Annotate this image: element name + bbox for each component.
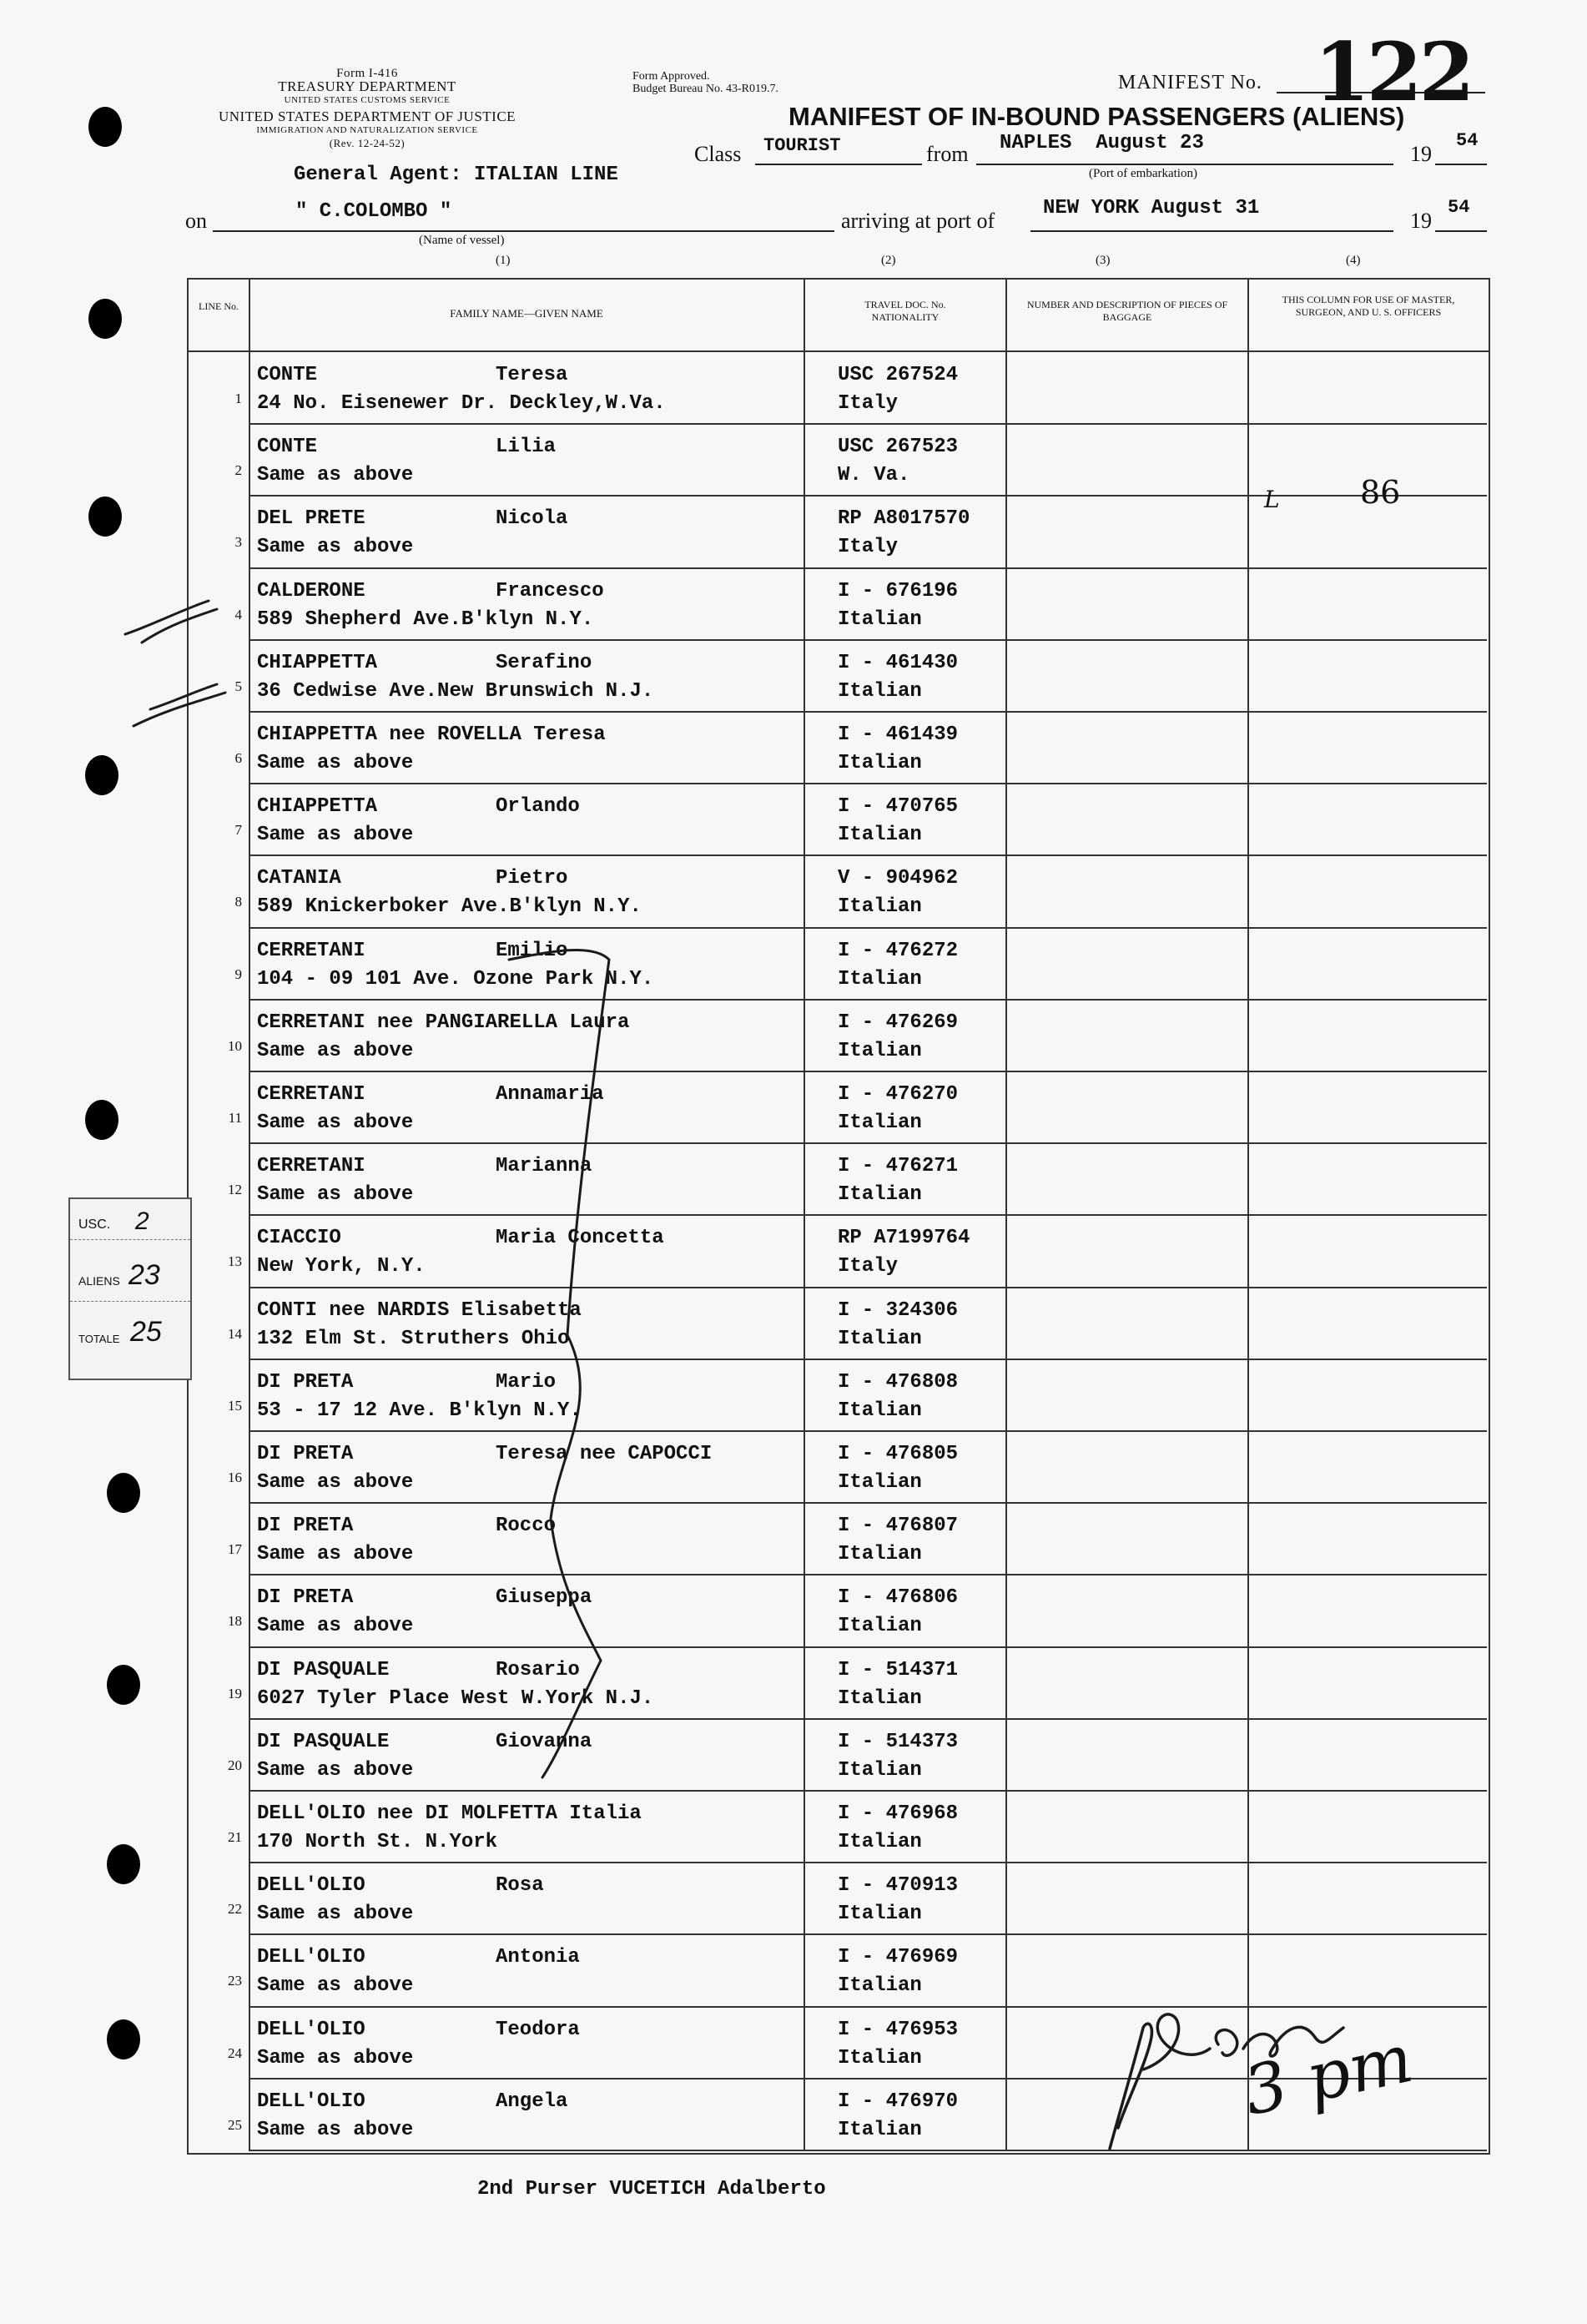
header-doc: TRAVEL DOC. No. NATIONALITY [864,299,946,323]
nationality: Italian [838,1831,922,1853]
travel-doc: RP A8017570 [838,507,970,531]
passenger-count-stamp [68,1197,192,1380]
punch-hole [85,1100,118,1140]
travel-doc: USC 267523 [838,436,959,459]
table-row [187,640,1489,712]
stamp-aliens-value: 23 [128,1259,160,1291]
address: Same as above [257,752,414,774]
line-number: 17 [228,1541,242,1558]
family-name: DI PRETA [257,1586,354,1610]
given-name: Marianna [496,1155,592,1178]
family-name: DI PASQUALE [257,1658,390,1681]
address: Same as above [257,1183,414,1207]
form-number: Form I-416 [336,67,398,80]
address: Same as above [257,1112,414,1134]
arriving-label: arriving at port of [841,209,995,233]
line-number: 10 [228,1037,242,1054]
family-name: CONTE [257,436,318,459]
given-name: Emilio [496,939,568,962]
table-row [187,1431,1489,1503]
family-name: CONTI nee NARDIS [257,1298,450,1322]
address: 53 - 17 12 Ave. B'klyn N.Y. [257,1399,582,1422]
address: 170 North St. N.York [257,1831,498,1853]
family-name: DELL'OLIO [257,1946,365,1969]
purser-signature: 2nd Purser VUCETICH Adalberto [477,2178,826,2200]
class-label: Class [694,142,742,166]
travel-doc: I - 476953 [838,2018,959,2041]
travel-doc: I - 470913 [838,1874,959,1898]
punch-hole [107,1844,140,1884]
travel-doc: I - 476271 [838,1155,959,1178]
address: Same as above [257,1543,414,1566]
nationality: Italian [838,1543,922,1566]
family-name: DELL'OLIO [257,2018,365,2041]
table-row [187,1503,1489,1575]
line-number: 13 [228,1253,242,1270]
col-4-label: (4) [1346,254,1361,267]
nationality: Italian [838,2118,922,2141]
on-label: on [185,209,207,233]
travel-doc: I - 476272 [838,939,959,962]
officer-note: 86 [1360,474,1401,511]
table-row [187,928,1489,1000]
class-value: TOURIST [763,135,841,156]
manifest-number: 122 [1314,25,1472,119]
from-value: NAPLES August 23 [1000,132,1204,154]
punch-hole [85,755,118,795]
from-label: from [926,142,969,166]
address: Same as above [257,1903,414,1926]
family-name: DI PRETA [257,1370,354,1394]
family-name: DI PRETA [257,1515,354,1538]
table-row [187,1647,1489,1719]
given-name: Rocco [496,1515,557,1538]
family-name: DELL'OLIO nee DI MOLFETTA [257,1802,558,1825]
line-number: 23 [228,1973,242,1989]
vessel-label: (Name of vessel) [419,234,505,247]
given-name: Lilia [496,436,557,459]
family-name: DELL'OLIO [257,1874,365,1898]
line-number: 6 [234,750,242,766]
year-prefix: 19 [1410,142,1432,166]
line-number: 22 [228,1901,242,1918]
col-2-label: (2) [881,254,896,267]
given-name: Giuseppa [496,1586,592,1610]
margin-scribble [117,576,234,743]
table-row [187,1071,1489,1143]
punch-hole [88,107,122,147]
given-name: Angela [496,2090,568,2113]
stamp-total-value: 25 [130,1316,162,1348]
year-value: 54 [1456,130,1479,151]
vessel-line [213,230,834,232]
travel-doc: I - 476807 [838,1515,959,1538]
given-name: Giovanna [496,1730,592,1753]
given-name: Teresa nee CAPOCCI [496,1443,713,1465]
year-line [1435,164,1487,165]
header-line-no: LINE No. [199,300,239,312]
nationality: Italian [838,679,922,703]
family-name: CIACCIO [257,1227,341,1250]
table-row [187,1215,1489,1287]
officer-mark: L [1264,486,1280,513]
given-name: Antonia [496,1946,580,1969]
travel-doc: I - 461430 [838,651,959,674]
nationality: Italian [838,1399,922,1422]
nationality: Italian [838,2046,922,2069]
signature-time: 3 pm [1237,2019,1419,2131]
family-name: CERRETANI nee PANGIARELLA [257,1011,558,1034]
family-name: CHIAPPETTA [257,651,378,674]
family-name: DI PRETA [257,1443,354,1465]
arrival-year: 54 [1448,197,1470,218]
travel-doc: I - 476805 [838,1443,959,1465]
family-name: CHIAPPETTA [257,795,378,819]
address: Same as above [257,2118,414,2141]
table-row [187,1719,1489,1791]
travel-doc: I - 476269 [838,1011,959,1034]
nationality: Italian [838,1903,922,1926]
family-name: CERRETANI [257,1083,365,1106]
line-number: 12 [228,1182,242,1198]
header-name: FAMILY NAME—GIVEN NAME [450,307,603,320]
travel-doc: V - 904962 [838,867,959,890]
nationality: W. Va. [838,464,910,487]
address: 24 No. Eisenewer Dr. Deckley,W.Va. [257,392,666,415]
line-number: 24 [228,2044,242,2061]
line-number: 15 [228,1397,242,1414]
handwritten-bracket [501,935,651,1786]
given-name: Laura [569,1011,630,1034]
address: Same as above [257,536,414,559]
address: Same as above [257,464,414,487]
family-name: DELL'OLIO [257,2090,365,2113]
line-number: 14 [228,1325,242,1342]
vessel-name: " C.COLOMBO " [295,200,452,223]
line-number: 16 [228,1470,242,1485]
given-name: Serafino [496,651,592,674]
given-name: Teresa [533,723,606,746]
travel-doc: I - 476808 [838,1370,959,1394]
family-name: CATANIA [257,867,341,890]
family-name: CHIAPPETTA nee ROVELLA [257,723,521,746]
travel-doc: I - 476270 [838,1083,959,1106]
punch-hole [107,1665,140,1705]
line-number: 2 [234,462,242,479]
address: Same as above [257,1974,414,1998]
nationality: Italian [838,1471,922,1494]
nationality: Italian [838,1758,922,1782]
travel-doc: I - 476969 [838,1946,959,1969]
table-row [187,1863,1489,1934]
line-number: 25 [228,2116,242,2133]
table-row [187,352,1489,424]
family-name: CERRETANI [257,939,365,962]
given-name: Italia [569,1802,642,1825]
punch-hole [88,299,122,339]
table-row [187,424,1489,496]
address: New York, N.Y. [257,1255,426,1278]
table-row [187,568,1489,640]
given-name: Annamaria [496,1083,604,1106]
punch-hole [88,497,122,537]
nationality: Italian [838,824,922,847]
given-name: Pietro [496,867,568,890]
approved-text: Form Approved. [632,70,710,83]
line-number: 4 [234,606,242,623]
table-row [187,712,1489,784]
class-line [755,164,922,165]
nationality: Italy [838,392,899,415]
table-row [187,855,1489,927]
travel-doc: I - 476806 [838,1586,959,1610]
department: TREASURY DEPARTMENT [278,78,456,94]
nationality: Italian [838,1112,922,1134]
punch-hole [107,2019,140,2059]
travel-doc: I - 476968 [838,1802,959,1825]
address: 104 - 09 101 Ave. Ozone Park N.Y. [257,967,654,991]
address: 589 Knickerboker Ave.B'klyn N.Y. [257,895,642,919]
address: 6027 Tyler Place West W.York N.J. [257,1686,654,1710]
header-officers: THIS COLUMN FOR USE OF MASTER, SURGEON, AND U. S. OFFICERS [1282,294,1455,318]
col-1-label: (1) [496,254,511,267]
nationality: Italian [838,1183,922,1207]
travel-doc: I - 676196 [838,579,959,602]
nationality: Italian [838,895,922,919]
punch-hole [107,1473,140,1513]
line-number: 5 [234,678,242,694]
address: Same as above [257,1471,414,1494]
address: 132 Elm St. Struthers Ohio [257,1327,570,1350]
family-name: CONTE [257,364,318,386]
family-name: CALDERONE [257,579,365,602]
nationality: Italian [838,1686,922,1710]
address: Same as above [257,2046,414,2069]
given-name: Nicola [496,507,568,531]
form-revision: (Rev. 12-24-52) [329,137,406,149]
given-name: Orlando [496,795,580,819]
travel-doc: I - 470765 [838,795,959,819]
arrival-year-line [1435,230,1487,232]
given-name: Rosario [496,1658,580,1681]
travel-doc: I - 514371 [838,1658,959,1681]
travel-doc: RP A7199764 [838,1227,970,1250]
family-name: DI PASQUALE [257,1730,390,1753]
address: Same as above [257,824,414,847]
address: 36 Cedwise Ave.New Brunswich N.J. [257,679,654,703]
table-row [187,496,1489,567]
line-number: 20 [228,1757,242,1773]
form-approval [632,70,778,95]
nationality: Italian [838,1974,922,1998]
address: Same as above [257,1615,414,1638]
table-row [187,1359,1489,1431]
given-name: Rosa [496,1874,544,1898]
port-embarkation-label: (Port of embarkation) [1089,167,1197,180]
manifest-title: MANIFEST OF IN-BOUND PASSENGERS (ALIENS) [788,102,1405,131]
table-row [187,1143,1489,1215]
header-baggage: NUMBER AND DESCRIPTION OF PIECES OF BAGGAGE [1026,299,1228,323]
line-number: 9 [234,965,242,982]
line-number: 21 [228,1829,242,1845]
nationality: Italian [838,1039,922,1062]
address: Same as above [257,1758,414,1782]
given-name: Maria Concetta [496,1227,664,1250]
family-name: CERRETANI [257,1155,365,1178]
line-number: 19 [228,1685,242,1701]
table-row [187,1791,1489,1863]
budget-text: Budget Bureau No. 43-R019.7. [632,83,778,95]
stamp-aliens-label: ALIENS [78,1274,120,1288]
table-row [187,1288,1489,1359]
stamp-usc-label: USC. [78,1217,111,1232]
nationality: Italy [838,536,899,559]
address: Same as above [257,1039,414,1062]
col-3-label: (3) [1096,254,1111,267]
nationality: Italian [838,607,922,631]
given-name: Teresa [496,364,568,386]
arrival-line [1030,230,1393,232]
given-name: Elisabetta [461,1298,582,1322]
from-line [976,164,1393,165]
line-number: 11 [228,1110,242,1126]
line-number: 18 [228,1613,242,1630]
line-number: 8 [234,894,242,910]
nationality: Italian [838,967,922,991]
line-number: 1 [234,391,242,406]
table-row [187,1575,1489,1646]
table-row [187,1000,1489,1071]
nationality: Italian [838,752,922,774]
general-agent: General Agent: ITALIAN LINE [294,164,618,186]
arrival-year-prefix: 19 [1410,209,1432,233]
travel-doc: USC 267524 [838,364,959,386]
table-row [187,784,1489,855]
form-agency-block [188,67,547,150]
customs-service: UNITED STATES CUSTOMS SERVICE [284,95,451,105]
travel-doc: I - 514373 [838,1730,959,1753]
nationality: Italian [838,1327,922,1350]
ins-service: IMMIGRATION AND NATURALIZATION SERVICE [256,125,478,135]
family-name: DEL PRETE [257,507,365,531]
given-name: Mario [496,1370,557,1394]
arrival-port: NEW YORK August 31 [1043,197,1260,219]
travel-doc: I - 476970 [838,2090,959,2113]
nationality: Italian [838,1615,922,1638]
manifest-label: MANIFEST No. [1118,72,1262,93]
nationality: Italy [838,1255,899,1278]
travel-doc: I - 461439 [838,723,959,746]
given-name: Teodora [496,2018,580,2041]
travel-doc: I - 324306 [838,1298,959,1322]
stamp-usc-value: 2 [135,1207,149,1235]
given-name: Francesco [496,579,604,602]
line-number: 7 [234,822,242,839]
justice-department: UNITED STATES DEPARTMENT OF JUSTICE [218,108,516,124]
address: 589 Shepherd Ave.B'klyn N.Y. [257,607,594,631]
stamp-total-label: TOTALE [78,1333,120,1345]
line-number: 3 [234,534,242,551]
